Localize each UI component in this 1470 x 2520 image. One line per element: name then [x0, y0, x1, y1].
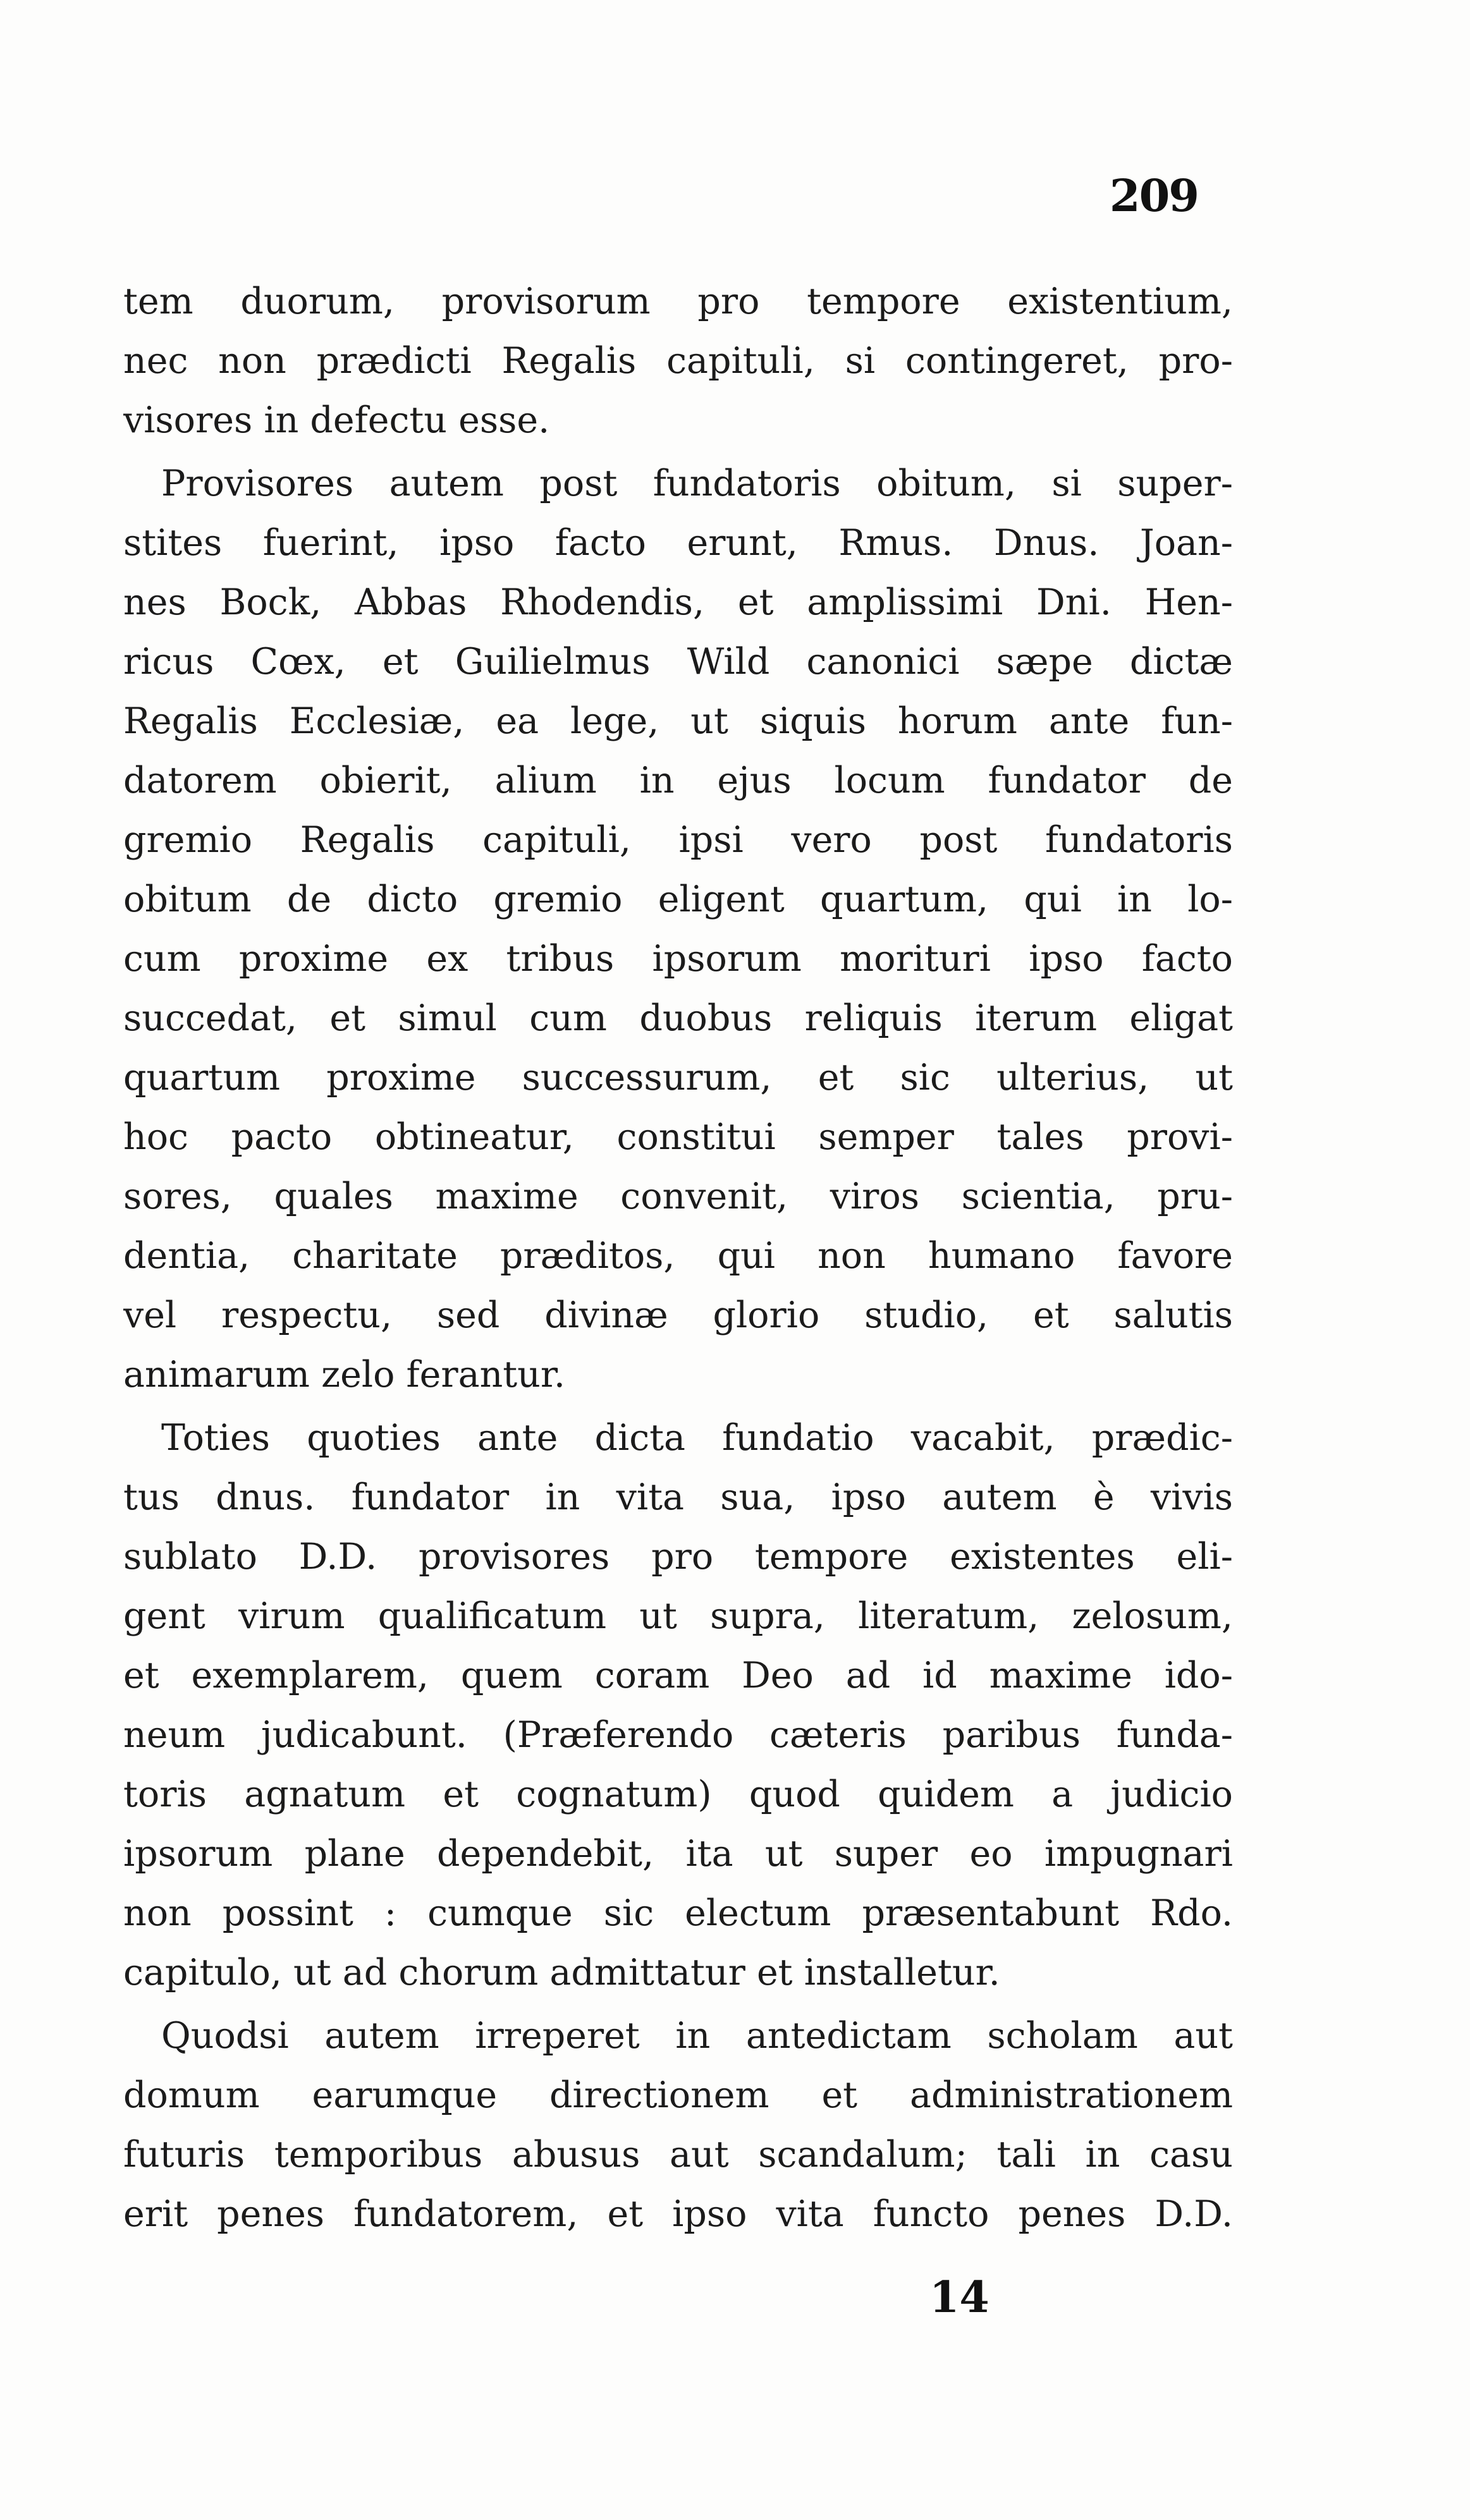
text-line: tus dnus. fundator in vita sua, ipso autem è vivis — [123, 1476, 1233, 1518]
signature-mark: 14 — [929, 2272, 989, 2323]
text-line: neum judicabunt. (Præferendo cæteris paribus funda- — [123, 1714, 1233, 1756]
text-line: capitulo, ut ad chorum admittatur et installetur. — [123, 1952, 1000, 1993]
paragraph — [123, 454, 1233, 1404]
text-line: ricus Cœx, et Guilielmus Wild canonici sæpe dictæ — [123, 641, 1233, 683]
paragraph — [123, 272, 1233, 450]
text-line: gent virum qualificatum ut supra, literatum, zelosum, — [123, 1595, 1233, 1637]
text-line: tem duorum, provisorum pro tempore existentium, — [123, 281, 1233, 322]
text-line: visores in defectu esse. — [123, 399, 550, 441]
text-line: erit penes fundatorem, et ipso vita functo penes D.D. — [123, 2193, 1233, 2235]
text-line: gremio Regalis capituli, ipsi vero post fundatoris — [123, 819, 1233, 861]
text-line: nec non prædicti Regalis capituli, si contingeret, pro- — [123, 340, 1233, 382]
text-line: datorem obierit, alium in ejus locum fundator de — [123, 760, 1233, 801]
text-line: domum earumque directionem et administrationem — [123, 2074, 1233, 2116]
page-number: 209 — [1109, 169, 1198, 222]
text-line: Regalis Ecclesiæ, ea lege, ut siquis horum ante fun- — [123, 700, 1233, 742]
text-line: Quodsi autem irreperet in antedictam scholam aut — [161, 2015, 1233, 2057]
text-line: succedat, et simul cum duobus reliquis iterum eligat — [123, 997, 1233, 1039]
text-line: toris agnatum et cognatum) quod quidem a judicio — [123, 1774, 1233, 1815]
text-line: futuris temporibus abusus aut scandalum; tali in casu — [123, 2134, 1233, 2176]
text-line: cum proxime ex tribus ipsorum morituri ipso facto — [123, 938, 1233, 980]
text-line: hoc pacto obtineatur, constitui semper tales provi- — [123, 1116, 1233, 1158]
text-line: non possint : cumque sic electum præsentabunt Rdo. — [123, 1892, 1233, 1934]
text-line: dentia, charitate præditos, qui non humano favore — [123, 1235, 1233, 1277]
text-line: animarum zelo ferantur. — [123, 1354, 566, 1396]
paragraph — [123, 2006, 1233, 2244]
text-line: ipsorum plane dependebit, ita ut super eo impugnari — [123, 1833, 1233, 1875]
text-line: sublato D.D. provisores pro tempore existentes eli- — [123, 1536, 1233, 1578]
text-line: vel respectu, sed divinæ glorio studio, et salutis — [123, 1294, 1233, 1336]
paragraph — [123, 1408, 1233, 2002]
text-line: quartum proxime successurum, et sic ulterius, ut — [123, 1057, 1233, 1099]
text-line: obitum de dicto gremio eligent quartum, qui in lo- — [123, 879, 1233, 920]
text-line: stites fuerint, ipso facto erunt, Rmus. Dnus. Joan- — [123, 522, 1233, 564]
body-text — [123, 272, 1233, 2244]
text-line: Toties quoties ante dicta fundatio vacabit, prædic- — [161, 1417, 1233, 1459]
text-line: Provisores autem post fundatoris obitum, si super- — [161, 463, 1233, 504]
text-line: et exemplarem, quem coram Deo ad id maxime ido- — [123, 1655, 1233, 1696]
text-line: nes Bock, Abbas Rhodendis, et amplissimi Dni. Hen- — [123, 581, 1233, 623]
text-line: sores, quales maxime convenit, viros scientia, pru- — [123, 1176, 1233, 1217]
